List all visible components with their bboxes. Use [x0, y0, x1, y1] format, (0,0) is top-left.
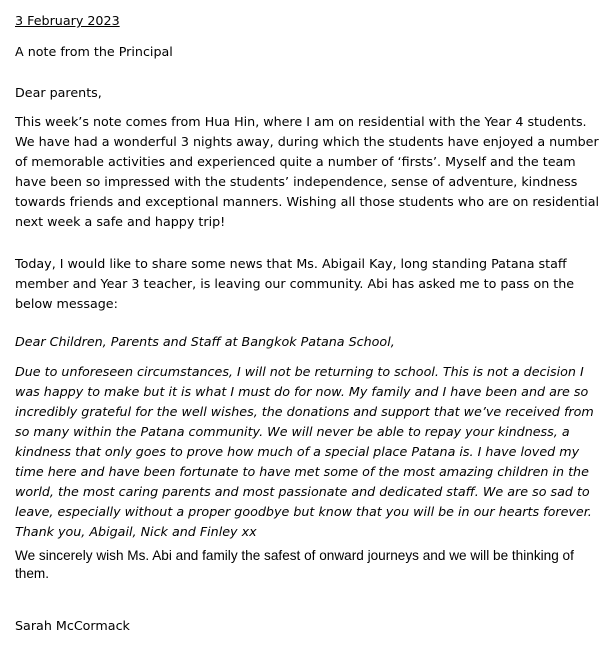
quoted-message-salutation: Dear Children, Parents and Staff at Bangkok Patana School,	[15, 334, 395, 349]
letter-heading: A note from the Principal	[15, 44, 173, 59]
letter-salutation: Dear parents,	[15, 85, 102, 100]
paragraph-announcement: Today, I would like to share some news that Ms. Abigail Kay, long standing Patana staff member and Year 3 teacher, is leaving our community. Abi has asked me to pass on the below message:	[15, 256, 575, 311]
closing-paragraph: We sincerely wish Ms. Abi and family the safest of onward journeys and we will be thinking of them.	[15, 548, 574, 581]
signature: Sarah McCormack	[15, 618, 130, 633]
paragraph-residential: This week’s note comes from Hua Hin, where I am on residential with the Year 4 students. We have had a wonderful 3 nights away, during which the students have enjoyed a number of memorable activities and experienced quite a number of ‘firsts’. Myself and the team have been so impressed with the students’ independence, sense of adventure, kindness towards friends and exceptional manners. Wishing all those students who are on residential next week a safe and happy trip!	[15, 114, 599, 229]
letter-date: 3 February 2023	[15, 13, 120, 28]
quoted-message-body: Due to unforeseen circumstances, I will not be returning to school. This is not a decision I was happy to make but it is what I must do for now. My family and I have been and are so incredibly grateful for the well wishes, the donations and support that we’ve received from so many within the Patana community. We will never be able to repay your kindness, a kindness that only goes to prove how much of a special place Patana is. I have loved my time here and have been fortunate to have met some of the most amazing children in the world, the most caring parents and most passionate and dedicated staff. We are so sad to leave, especially without a proper goodbye but know that you will be in our hearts forever. Thank you, Abigail, Nick and Finley xx	[15, 364, 594, 539]
